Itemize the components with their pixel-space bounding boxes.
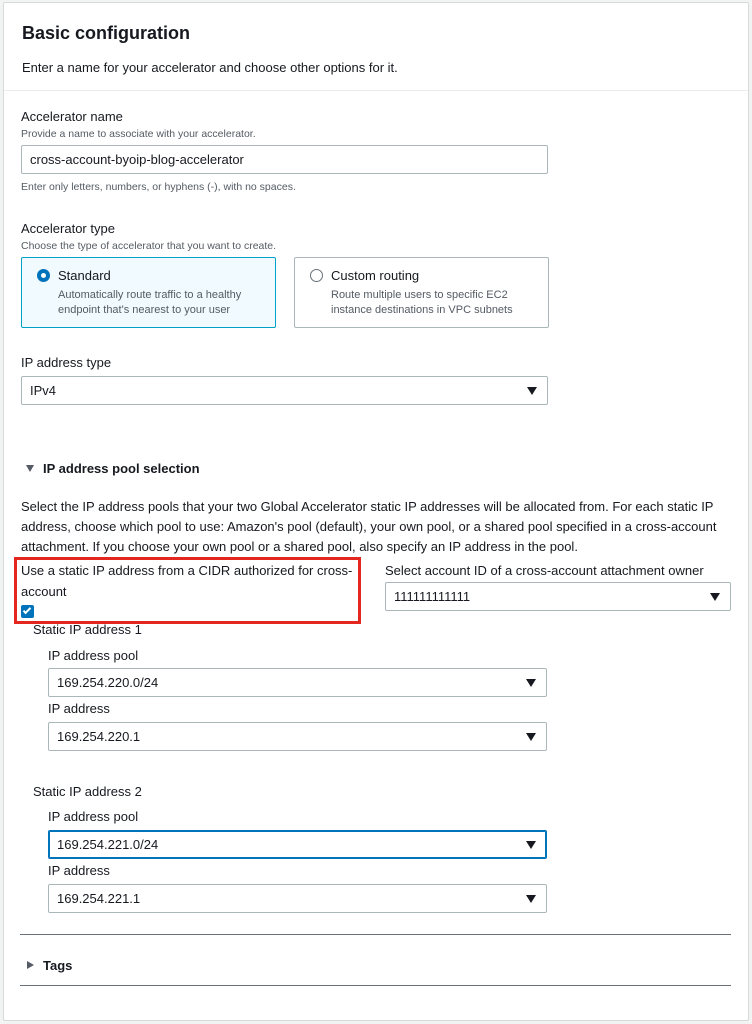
static-ip-2-heading: Static IP address 2 (33, 784, 142, 799)
custom-routing-option-description-line1: Route multiple users to specific EC2 (331, 289, 508, 301)
static-ip-1-pool-label: IP address pool (48, 648, 139, 663)
static-ip-2-pool-label: IP address pool (48, 809, 139, 824)
caret-down-icon (527, 387, 537, 395)
ip-address-pool-description: Select the IP address pools that your two Global Accelerator static IP addresses will be allocated from. For each static IP address, choose which pool to use: Amazon's pool (default), your own pool, or a shared pool specified in a cross-account attachment. If you choose your own pool or a shared pool, also specify an IP address in the pool. (21, 499, 717, 554)
tags-expander[interactable] (21, 955, 141, 977)
accelerator-name-input[interactable]: cross-account-byoip-blog-accelerator (21, 145, 548, 174)
standard-option-description-line1: Automatically route traffic to a healthy (58, 289, 242, 301)
accelerator-name-label: Accelerator name (21, 109, 123, 124)
static-ip-1-pool-select[interactable] (48, 668, 547, 697)
static-ip-1-address-label: IP address (48, 701, 110, 716)
caret-down-icon (526, 895, 536, 903)
static-ip-2-address-select[interactable] (48, 884, 547, 913)
cross-account-checkbox-label-line1: Use a static IP address from a CIDR authorized for cross- (21, 563, 353, 578)
tags-section-title: Tags (43, 958, 73, 973)
accelerator-name-description: Provide a name to associate with your accelerator. (21, 128, 256, 140)
static-ip-1-heading: Static IP address 1 (33, 622, 142, 637)
radio-unselected-icon[interactable] (310, 269, 323, 282)
owner-account-select[interactable] (385, 582, 731, 611)
checkmark-icon (23, 606, 31, 614)
caret-down-icon (526, 841, 536, 849)
owner-account-label: Select account ID of a cross-account attachment owner (385, 563, 704, 578)
static-ip-2-address-label: IP address (48, 863, 110, 878)
static-ip-2-pool-value: 169.254.221.0/24 (57, 837, 159, 852)
section-divider (20, 985, 731, 986)
owner-account-value: 111111111111 (394, 589, 471, 604)
custom-routing-option-description-line2: instance destinations in VPC subnets (331, 304, 513, 316)
ip-address-type-label: IP address type (21, 355, 112, 370)
section-divider (20, 934, 731, 935)
radio-selected-icon[interactable] (37, 269, 50, 282)
static-ip-1-pool-value: 169.254.220.0/24 (57, 675, 159, 690)
caret-down-icon (526, 679, 536, 687)
static-ip-1-address-value: 169.254.220.1 (57, 729, 141, 744)
standard-option-description (58, 288, 278, 318)
page-title: Basic configuration (22, 23, 191, 43)
ip-address-pool-expander[interactable] (21, 458, 281, 480)
accelerator-type-description: Choose the type of accelerator that you want to create. (21, 240, 277, 252)
custom-routing-option-description (331, 288, 551, 318)
ip-address-type-select[interactable] (21, 376, 548, 405)
expand-triangle-icon (26, 465, 34, 472)
cross-account-checkbox[interactable] (21, 605, 34, 618)
caret-down-icon (710, 593, 720, 601)
accelerator-type-standard-tile[interactable] (21, 257, 276, 328)
accelerator-name-constraint: Enter only letters, numbers, or hyphens (-), with no spaces. (21, 181, 296, 193)
accelerator-type-custom-routing-tile[interactable] (294, 257, 549, 328)
standard-option-title: Standard (58, 268, 111, 283)
cross-account-checkbox-label-line2: account (21, 584, 67, 599)
static-ip-2-pool-select[interactable] (48, 830, 547, 859)
page-description: Enter a name for your accelerator and choose other options for it. (22, 60, 398, 75)
custom-routing-option-title: Custom routing (331, 268, 420, 283)
static-ip-2-address-value: 169.254.221.1 (57, 891, 141, 906)
panel-header (4, 3, 748, 91)
caret-down-icon (526, 733, 536, 741)
ip-address-type-value: IPv4 (30, 383, 57, 398)
static-ip-1-address-select[interactable] (48, 722, 547, 751)
ip-address-pool-section-title: IP address pool selection (43, 461, 200, 476)
accelerator-type-label: Accelerator type (21, 221, 115, 236)
collapse-triangle-icon (27, 961, 34, 969)
standard-option-description-line2: endpoint that's nearest to your user (58, 304, 231, 316)
